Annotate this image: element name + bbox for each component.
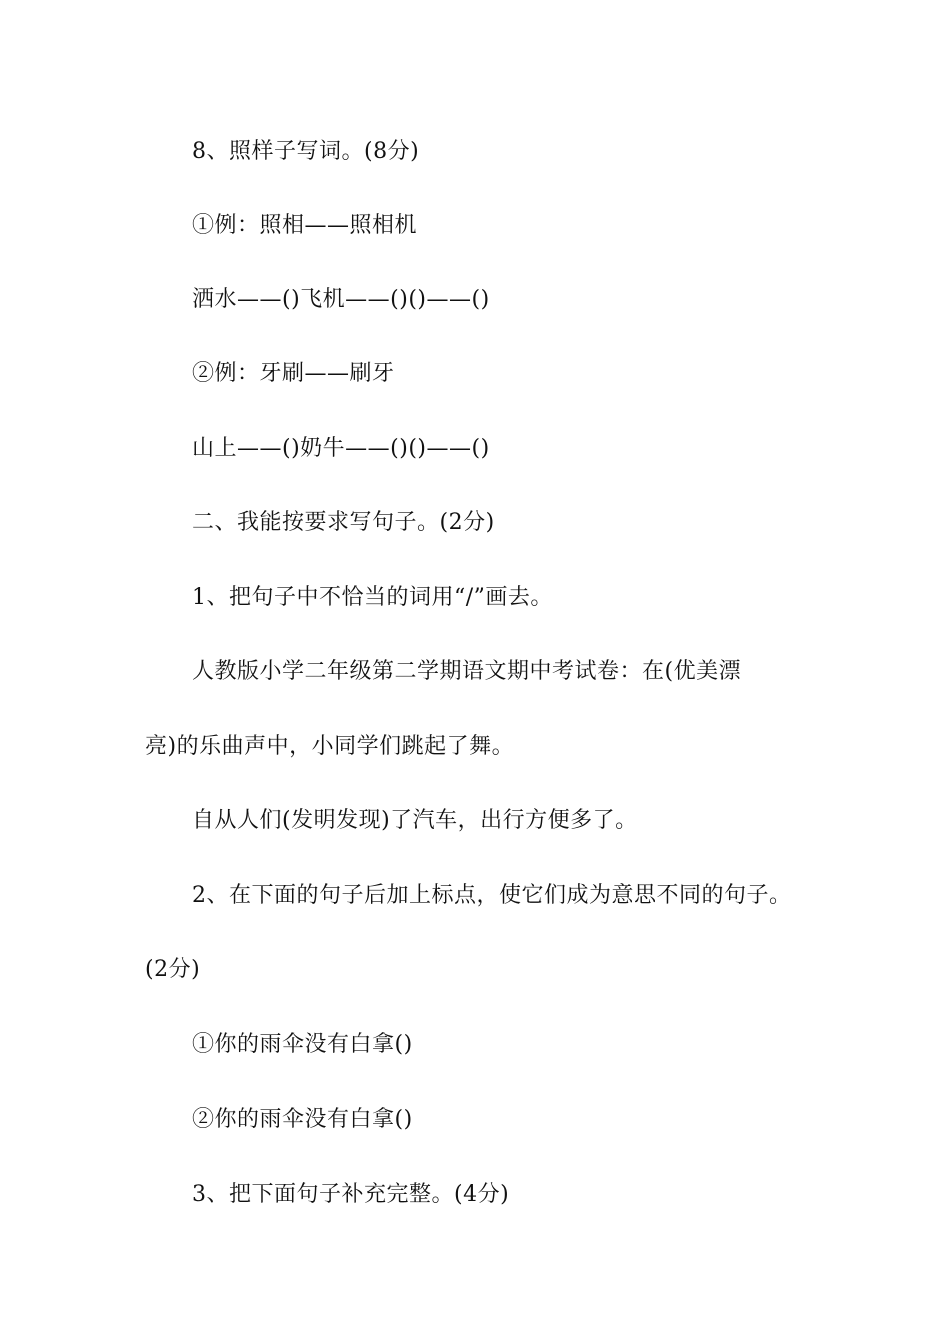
- question-2-score: (2分): [145, 957, 201, 982]
- question-3-heading: 3、把下面句子补充完整。(4分): [192, 1182, 510, 1207]
- question-2-heading: 2、在下面的句子后加上标点，使它们成为意思不同的句子。: [192, 883, 792, 908]
- example-2: ②例：牙刷——刷牙: [192, 361, 395, 386]
- example-1: ①例：照相——照相机: [192, 213, 418, 238]
- punctuation-item-1: ①你的雨伞没有白拿(): [192, 1032, 413, 1057]
- sentence-1-part-1: 人教版小学二年级第二学期语文期中考试卷：在(优美漂: [192, 659, 742, 684]
- exercise-1-line: 洒水——()飞机——()()——(): [192, 287, 490, 312]
- sentence-2: 自从人们(发明发现)了汽车，出行方便多了。: [192, 808, 638, 833]
- sentence-1-part-2: 亮)的乐曲声中，小同学们跳起了舞。: [145, 734, 515, 759]
- exercise-2-line: 山上——()奶牛——()()——(): [192, 436, 490, 461]
- section-2-heading: 二、我能按要求写句子。(2分): [192, 510, 495, 535]
- question-8-heading: 8、照样子写词。(8分): [192, 139, 420, 164]
- question-1-heading: 1、把句子中不恰当的词用“/”画去。: [192, 585, 553, 610]
- punctuation-item-2: ②你的雨伞没有白拿(): [192, 1107, 413, 1132]
